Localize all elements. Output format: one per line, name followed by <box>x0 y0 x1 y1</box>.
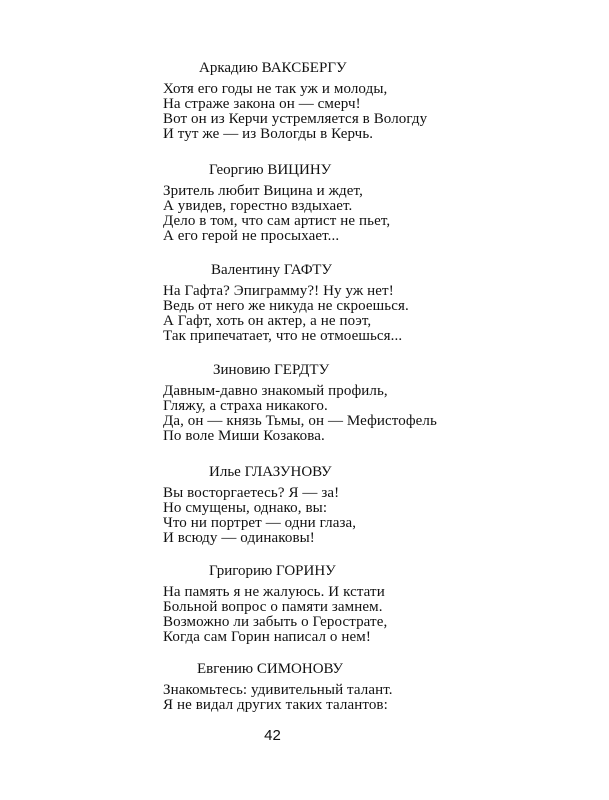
epigram-gaft <box>163 262 483 344</box>
verse-line: Возможно ли забыть о Герострате, <box>163 614 388 630</box>
verse-line: Давным-давно знакомый профиль, <box>163 383 388 399</box>
epigram-glazunov <box>163 464 483 546</box>
epigram-title: Григорию ГОРИНУ <box>209 563 336 579</box>
epigram-title: Аркадию ВАКСБЕРГУ <box>199 60 347 76</box>
epigram-title: Георгию ВИЦИНУ <box>209 162 332 178</box>
epigram-simonov <box>163 661 483 713</box>
epigram-title: Илье ГЛАЗУНОВУ <box>209 464 332 480</box>
verse-line: Что ни портрет — одни глаза, <box>163 515 357 531</box>
verse-line: На страже закона он — смерч! <box>163 96 361 112</box>
verse-line: На Гафта? Эпиграмму?! Ну уж нет! <box>163 283 394 299</box>
verse-line: На память я не жалуюсь. И кстати <box>163 584 385 600</box>
epigram-vaksberg <box>163 60 483 142</box>
verse-line: И тут же — из Вологды в Керчь. <box>163 126 374 142</box>
verse-line: А Гафт, хоть он актер, а не поэт, <box>163 313 372 329</box>
verse-line: Зритель любит Вицина и ждет, <box>163 183 363 199</box>
verse-line: Ведь от него же никуда не скроешься. <box>163 298 409 314</box>
epigram-gorin <box>163 563 483 645</box>
verse-line: Вы восторгаетесь? Я — за! <box>163 485 340 501</box>
verse-line: Дело в том, что сам артист не пьет, <box>163 213 391 229</box>
verse-line: Хотя его годы не так уж и молоды, <box>163 81 388 97</box>
verse-line: Но смущены, однако, вы: <box>163 500 328 516</box>
verse-line: По воле Миши Козакова. <box>163 428 325 444</box>
verse-line: А его герой не просыхает... <box>163 228 340 244</box>
verse-line: Знакомьтесь: удивительный талант. <box>163 682 393 698</box>
epigram-title: Евгению СИМОНОВУ <box>197 661 343 677</box>
epigram-title: Валентину ГАФТУ <box>211 262 333 278</box>
verse-line: Гляжу, а страха никакого. <box>163 398 328 414</box>
verse-line: Да, он — князь Тьмы, он — Мефистофель <box>163 413 437 429</box>
verse-line: Вот он из Керчи устремляется в Вологду <box>163 111 428 127</box>
verse-line: Так припечатает, что не отмоешься... <box>163 328 403 344</box>
verse-line: И всюду — одинаковы! <box>163 530 315 546</box>
epigram-vitsin <box>163 162 483 244</box>
epigram-title: Зиновию ГЕРДТУ <box>213 362 330 378</box>
verse-line: Когда сам Горин написал о нем! <box>163 629 371 645</box>
epigram-gerdt <box>163 362 483 444</box>
verse-line: Я не видал других таких талантов: <box>163 697 388 713</box>
page-number: 42 <box>264 727 281 744</box>
verse-line: Больной вопрос о памяти замнем. <box>163 599 383 615</box>
verse-line: А увидев, горестно вздыхает. <box>163 198 353 214</box>
